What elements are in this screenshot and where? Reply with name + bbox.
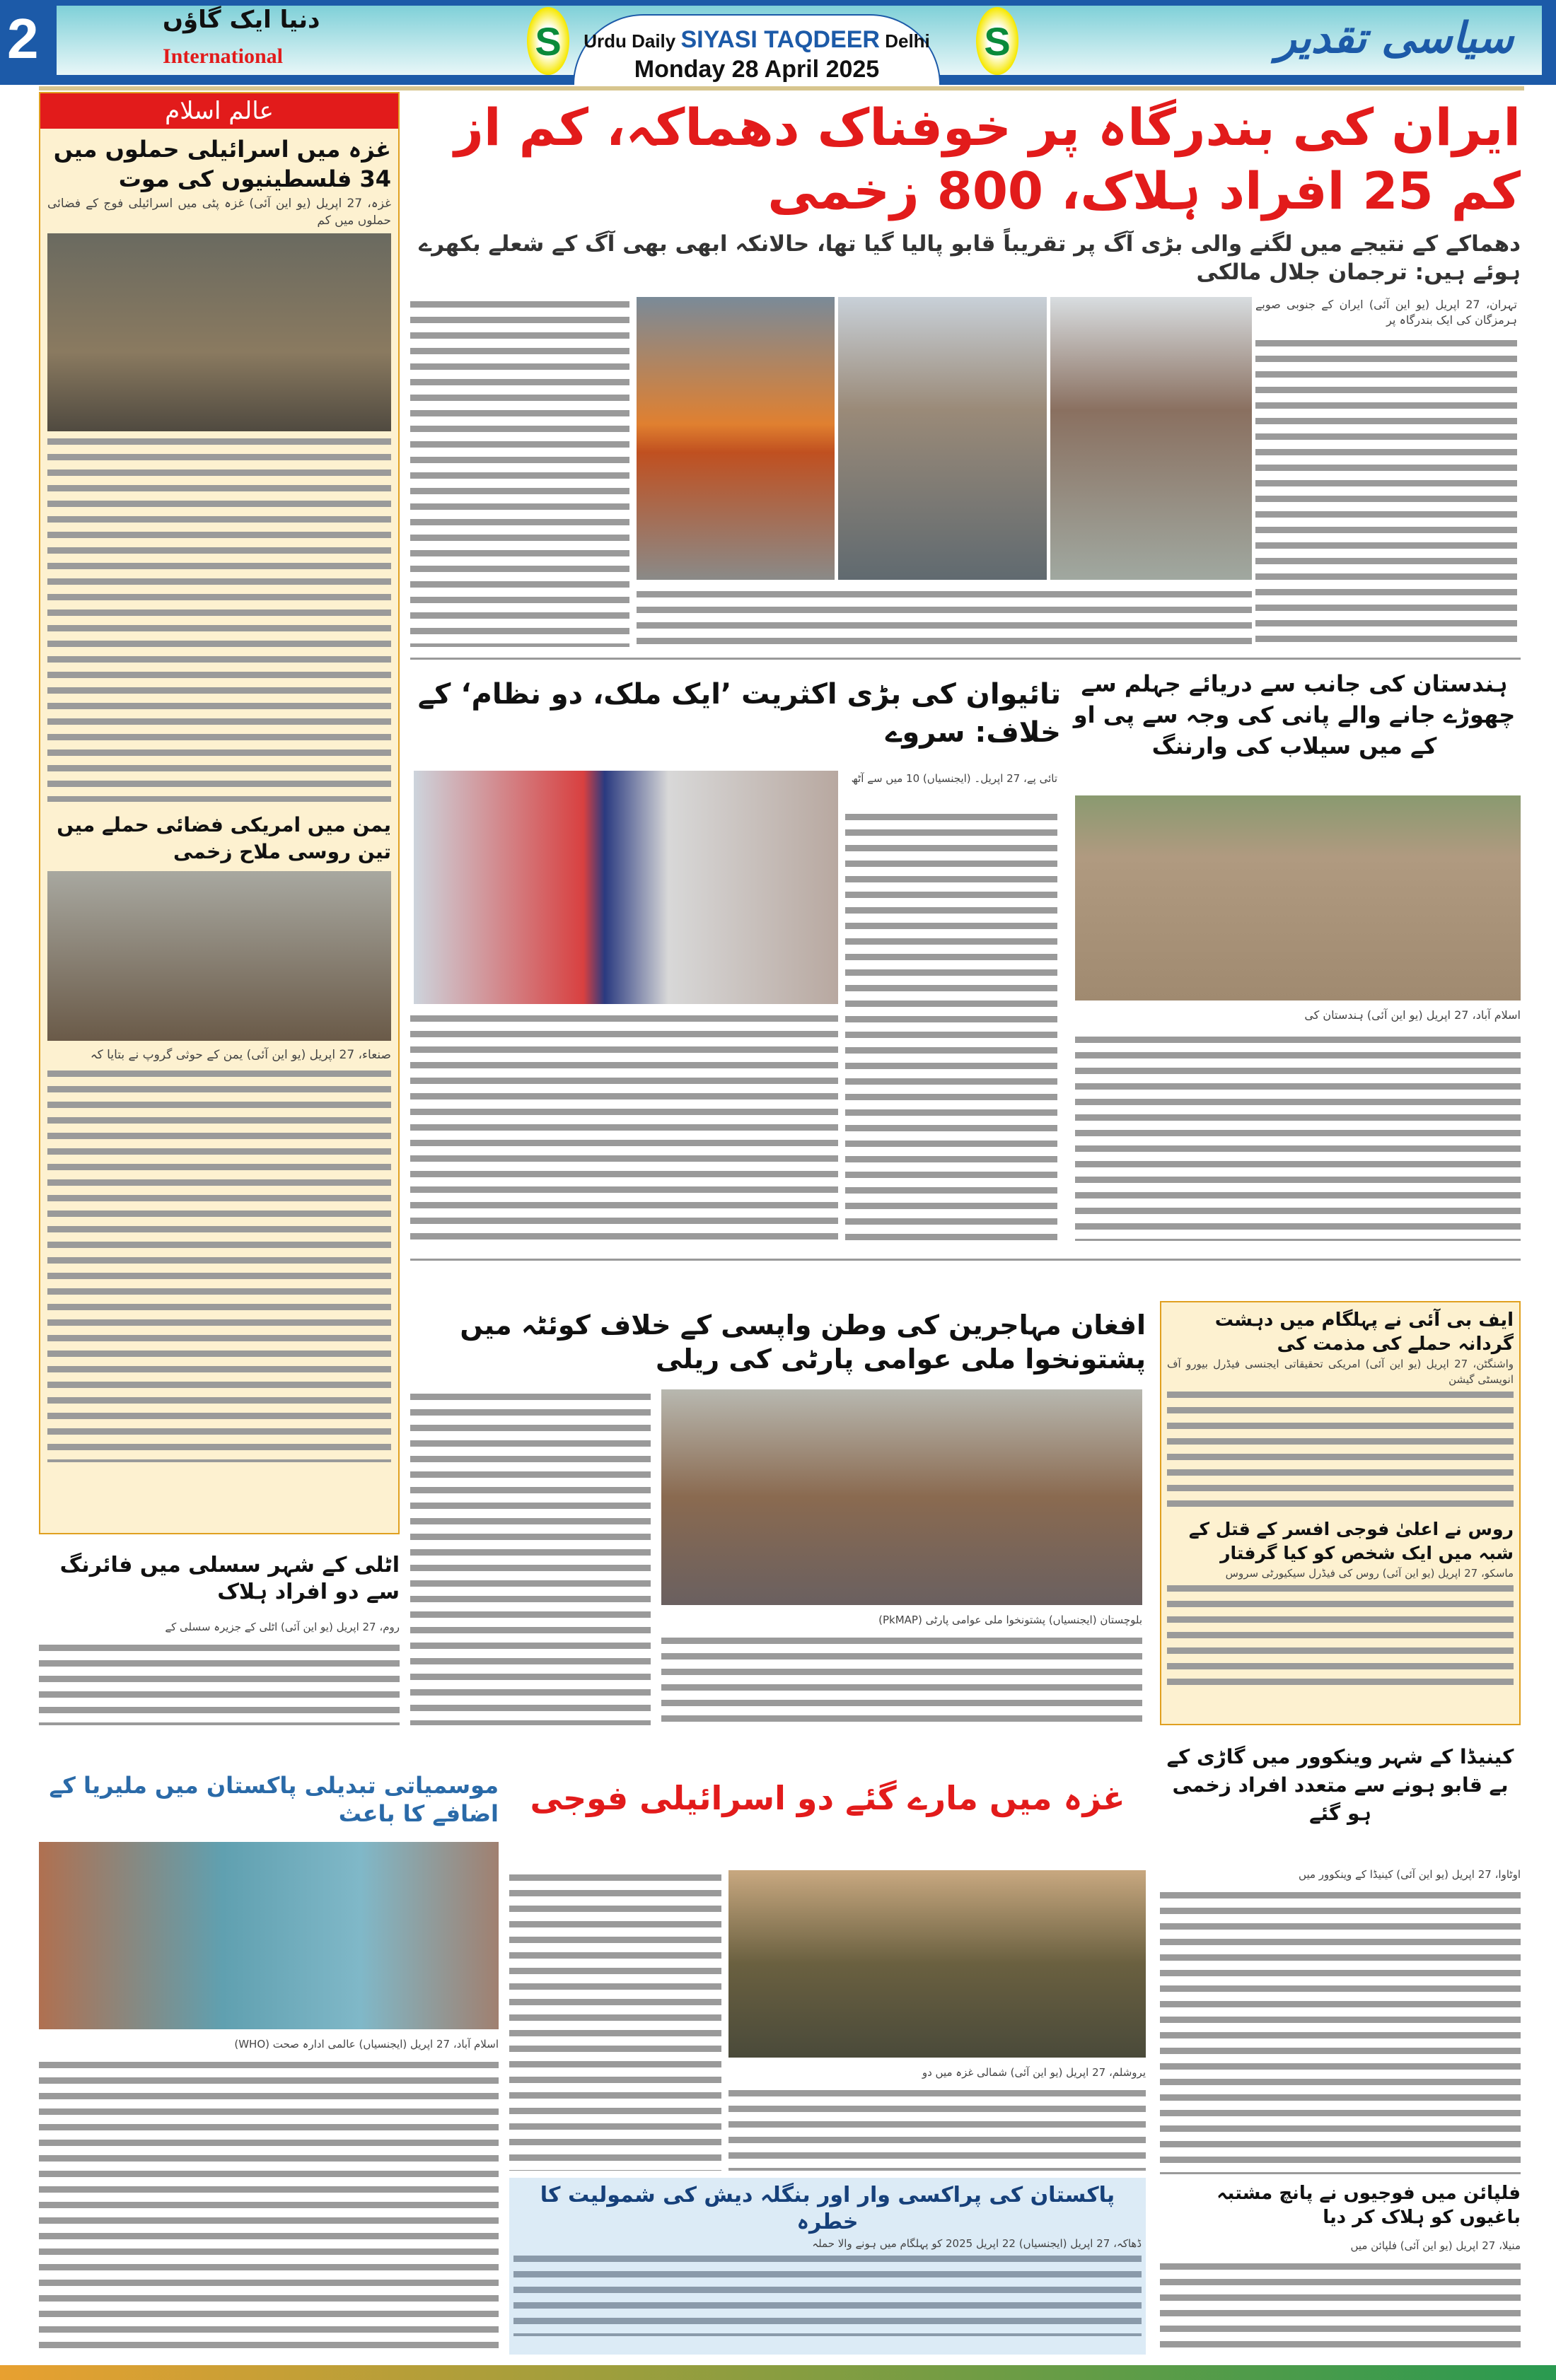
article-lead: اسلام آباد، 27 اپریل (یو این آئی) ہندستان کی [1304,1008,1521,1022]
section-title-urdu: دنیا ایک گاؤں [163,6,320,34]
article-body [1255,336,1517,647]
article-lead: اسلام آباد، 27 اپریل (ایجنسیاں) عالمی ادارہ صحت (WHO) [234,2038,499,2051]
refugees-photo [661,1389,1142,1605]
article-headline: ہندستان کی جانب سے دریائے جہلم سے چھوڑے جانے والے پانی کی وجہ سے پی او کے میں سیلاب کی وارننگ [1073,670,1516,759]
article-headline: تائیوان کی بڑی اکثریت ’ایک ملک، دو نظام‘ کے خلاف: سروے [417,678,1061,749]
issue-date: Monday 28 April 2025 [634,56,880,83]
article-lead: صنعاء، 27 اپریل (یو این آئی) یمن کے حوثی گروپ نے بتایا کہ [90,1048,391,1062]
article-headline: افغان مہاجرین کی وطن واپسی کے خلاف کوئٹہ میں پشتونخوا ملی عوامی پارٹی کی ریلی [460,1309,1146,1375]
main-subheadline: دھماکے کے نتیجے میں لگنے والی بڑی آگ پر تقریباً قابو پالیا گیا تھا، حالانکہ ابھی بھی آگ کے شعلے بکھرے ہوئے ہیں: ترجمان جلال مالکی [419,231,1521,285]
article-lead: منیلا، 27 اپریل (یو این آئی) فلپائن میں [1350,2239,1521,2252]
article-lead: واشنگٹن، 27 اپریل (یو این آئی) امریکی تحقیقاتی ایجنسی فیڈرل بیورو آف انویسٹی گیشن [1167,1358,1514,1386]
logo-icon: S [976,7,1018,75]
paper-nameplate [573,14,941,85]
article-body [47,434,391,802]
left-column [39,92,400,1534]
article-headline: غزہ میں اسرائیلی حملوں میں 34 فلسطینیوں کی موت [53,136,391,192]
article-headline: غزہ میں مارے گئے دو اسرائیلی فوجی [530,1779,1125,1817]
article-lead: تہران، 27 اپریل (یو این آئی) ایران کے جنوبی صوبے ہرمزگان کی ایک بندرگاہ پر [1255,298,1517,327]
article-lead: غزہ، 27 اپریل (یو این آئی) غزہ پٹی میں اسرائیلی فوج کے فضائی حملوں میں کم [47,197,392,228]
paper-name: SIYASI TAQDEER [680,26,880,53]
paper-prefix: Urdu Daily [584,30,676,52]
article-lead: اوٹاوا، 27 اپریل (یو این آئی) کینیڈا کے وینکوور میں [1299,1868,1521,1881]
article-body [39,2058,499,2351]
divider [410,658,1521,660]
section-title-english: International [163,45,284,68]
flood-river-photo [1075,795,1521,1001]
article-headline: اٹلی کے شہر سسلی میں فائرنگ سے دو افراد ہلاک [59,1553,400,1604]
article-lead: تائی پے، 27 اپریل۔ (ایجنسیاں) 10 میں سے آٹھ [851,772,1057,785]
article-body [47,1066,391,1462]
article-body [661,1633,1142,1725]
article-body [1167,1581,1514,1690]
article-body [410,1389,651,1725]
divider [410,1259,1521,1261]
article-body [728,2086,1146,2171]
article-lead: بلوچستان (ایجنسیاں) پشتونخوا ملی عوامی پارٹی (PkMAP) [878,1614,1142,1626]
article-headline: پاکستان کی پراکسی وار اور بنگلہ دیش کی شمولیت کا خطرہ [540,2183,1115,2234]
logo-icon: S [527,7,569,75]
injured-people-photo [47,871,391,1041]
article-body [410,1011,838,1244]
article-headline: ایف بی آئی نے پہلگام میں دہشت گردانہ حملے کی مذمت کی [1214,1309,1514,1355]
article-body [637,587,1252,649]
article-body [39,1640,400,1725]
explosion-photo [637,297,835,580]
article-lead: روم، 27 اپریل (یو این آئی) اٹلی کے جزیرہ سسلی کے [165,1621,400,1633]
footer-bar [0,2365,1556,2380]
news-box [1160,1301,1521,1725]
article-lead: یروشلم، 27 اپریل (یو این آئی) شمالی غزہ میں دو [922,2066,1146,2079]
page-number: 2 [7,7,39,70]
paper-city: Delhi [885,30,930,52]
article-lead: ماسکو، 27 اپریل (یو این آئی) روس کی فیڈرل سیکیورٹی سروس [1225,1567,1514,1580]
article-body [1167,1387,1514,1512]
article-body [1160,1888,1521,2174]
article-lead: ڈھاکہ، 27 اپریل (ایجنسیاں) 22 اپریل 2025 کو پہلگام میں ہونے والا حملہ [812,2237,1142,2250]
smoke-plume-photo [1050,297,1252,580]
article-body [509,1870,721,2171]
divider [39,86,1524,91]
taiwan-flag-rally-photo [414,771,838,1004]
article-headline: موسمیاتی تبدیلی پاکستان میں ملیریا کے اضافے کا باعث [49,1772,499,1827]
article-body [845,810,1057,1244]
article-body [513,2251,1142,2336]
article-headline: کینیڈا کے شہر وینکوور میں گاڑی کے بے قابو ہونے سے متعدد افراد زخمی ہو گئے [1166,1745,1514,1825]
article-body [1160,2259,1521,2355]
hospital-mosquito-net-photo [39,1842,499,2029]
article-headline: روس نے اعلیٰ فوجی افسر کے قتل کے شبہ میں ایک شخص کو کیا گرفتار [1188,1519,1514,1563]
paper-name-urdu: سیاسی تقدیر [1275,13,1514,63]
soldiers-photo [728,1870,1146,2058]
smoke-cloud-photo [838,297,1047,580]
news-box [509,2178,1146,2355]
rubble-photo [47,233,391,431]
main-headline: ایران کی بندرگاہ پر خوفناک دھماکہ، کم از کم 25 افراد ہلاک، 800 زخمی [454,98,1521,221]
article-headline: یمن میں امریکی فضائی حملے میں تین روسی ملاح زخمی [57,813,391,863]
section-banner: عالم اسلام [40,93,398,129]
article-body [410,297,629,647]
article-body [1075,1032,1521,1241]
article-headline: فلپائن میں فوجیوں نے پانچ مشتبہ باغیوں کو ہلاک کر دیا [1217,2183,1521,2228]
